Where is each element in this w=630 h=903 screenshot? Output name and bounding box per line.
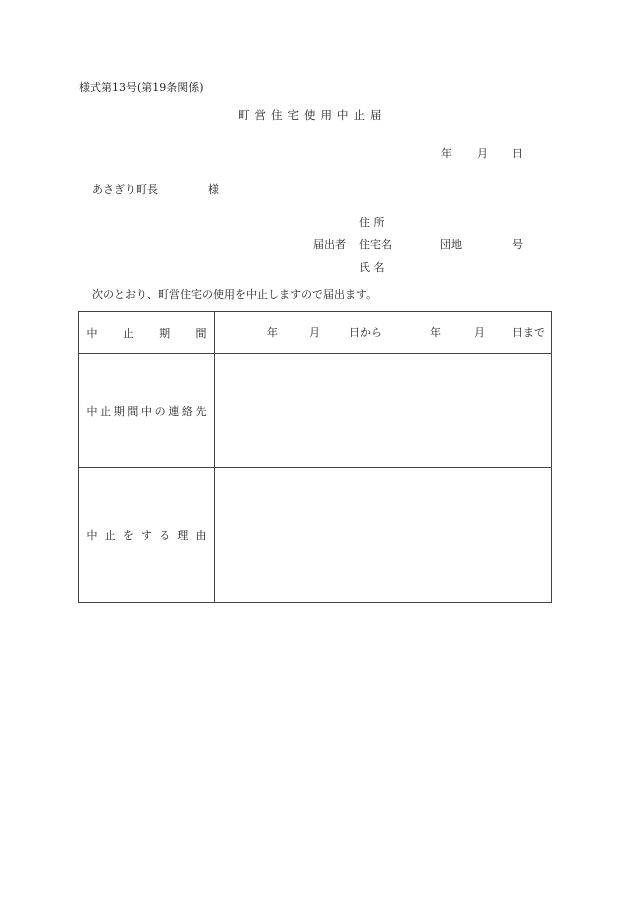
to-day-label: 日まで: [512, 326, 545, 339]
reason-label: 中 止 を す る 理 由: [86, 529, 207, 542]
complex-label: 団地: [440, 238, 462, 251]
contact-label: 中 止 期 間 中 の 連 絡 先: [86, 404, 207, 418]
date-day-label: 日: [512, 147, 523, 160]
document-title: 町営住宅使用中止届: [238, 108, 387, 122]
period-value-cell: [215, 312, 551, 353]
reason-value-cell[interactable]: [215, 468, 551, 602]
address-label: 住 所: [359, 216, 385, 229]
to-month-label: 月: [474, 326, 485, 339]
reason-label-cell: [79, 468, 214, 602]
from-day-label: 日から: [349, 326, 382, 339]
to-year-label: 年: [430, 326, 441, 339]
unit-number-label: 号: [512, 238, 523, 251]
date-year-label: 年: [441, 147, 452, 160]
contact-value-cell[interactable]: [215, 354, 551, 467]
intro-text: 次のとおり、町営住宅の使用を中止しますので届出ます。: [92, 288, 378, 301]
recipient-honorific: 様: [208, 183, 219, 196]
name-label: 氏 名: [359, 261, 385, 274]
recipient-name: あさぎり町長: [92, 183, 158, 196]
from-month-label: 月: [309, 326, 320, 339]
applicant-prefix: 届出者: [313, 238, 346, 251]
date-month-label: 月: [477, 147, 488, 160]
housing-name-label: 住宅名: [359, 238, 392, 251]
form-number: 様式第13号(第19条関係): [79, 81, 204, 94]
period-label-cell: [79, 312, 214, 353]
contact-label-cell: [79, 354, 214, 467]
period-label: 中 止 期 間: [86, 326, 207, 340]
form-table: [78, 311, 552, 603]
from-year-label: 年: [267, 326, 278, 339]
